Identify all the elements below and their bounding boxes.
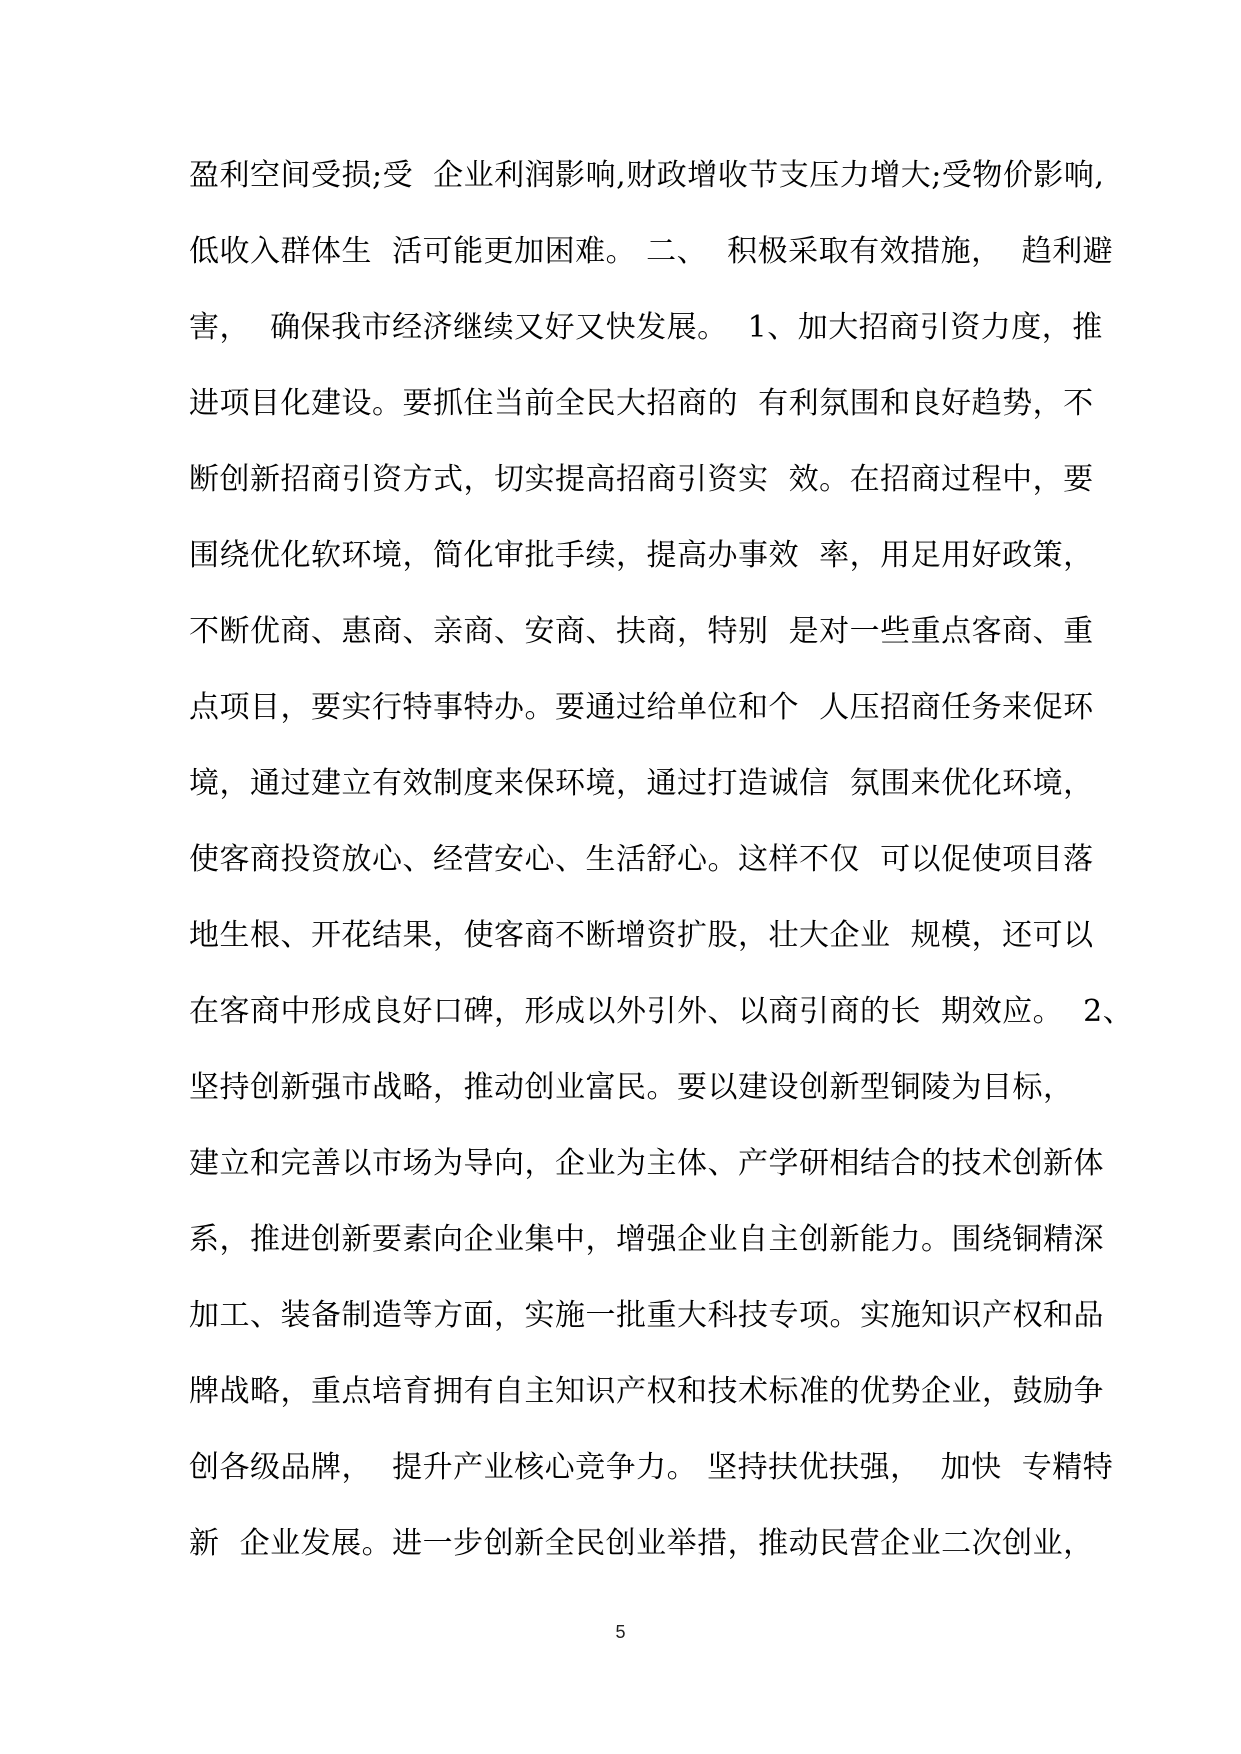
text-line: 系，推进创新要素向企业集中，增强企业自主创新能力。围绕铜精深	[189, 1222, 1104, 1257]
text-line: 加工、装备制造等方面，实施一批重大科技专项。实施知识产权和品	[189, 1298, 1104, 1333]
text-line: 建立和完善以市场为导向，企业为主体、产学研相结合的技术创新体	[189, 1146, 1104, 1181]
body-text	[189, 138, 1134, 1582]
text-line: 使客商投资放心、经营安心、生活舒心。这样不仅 可以促使项目落	[189, 842, 1094, 877]
text-line: 不断优商、惠商、亲商、安商、扶商，特别 是对一些重点客商、重	[189, 614, 1094, 649]
text-line: 牌战略，重点培育拥有自主知识产权和技术标准的优势企业，鼓励争	[189, 1374, 1104, 1409]
text-line: 创各级品牌， 提升产业核心竞争力。 坚持扶优扶强， 加快 专精特	[189, 1450, 1114, 1485]
text-line: 围绕优化软环境，简化审批手续，提高办事效 率，用足用好政策，	[189, 538, 1094, 573]
text-line: 低收入群体生 活可能更加困难。 二、 积极采取有效措施， 趋利避	[189, 234, 1114, 269]
text-line: 境，通过建立有效制度来保环境，通过打造诚信 氛围来优化环境，	[189, 766, 1094, 801]
text-line: 新 企业发展。进一步创新全民创业举措，推动民营企业二次创业，	[189, 1526, 1094, 1561]
text-line: 在客商中形成良好口碑，形成以外引外、以商引商的长 期效应。 2、	[189, 994, 1134, 1029]
text-line: 地生根、开花结果，使客商不断增资扩股，壮大企业 规模，还可以	[189, 918, 1094, 953]
text-line: 害， 确保我市经济继续又好又快发展。 1、加大招商引资力度，推	[189, 310, 1103, 345]
text-line: 进项目化建设。要抓住当前全民大招商的 有利氛围和良好趋势，不	[189, 386, 1094, 421]
text-line: 盈利空间受损;受 企业利润影响,财政增收节支压力增大;受物价影响,	[189, 158, 1105, 193]
text-line: 断创新招商引资方式，切实提高招商引资实 效。在招商过程中，要	[189, 462, 1094, 497]
page-number: 5	[615, 1622, 626, 1642]
text-line: 坚持创新强市战略，推动创业富民。要以建设创新型铜陵为目标，	[189, 1070, 1074, 1105]
text-line: 点项目，要实行特事特办。要通过给单位和个 人压招商任务来促环	[189, 690, 1094, 725]
